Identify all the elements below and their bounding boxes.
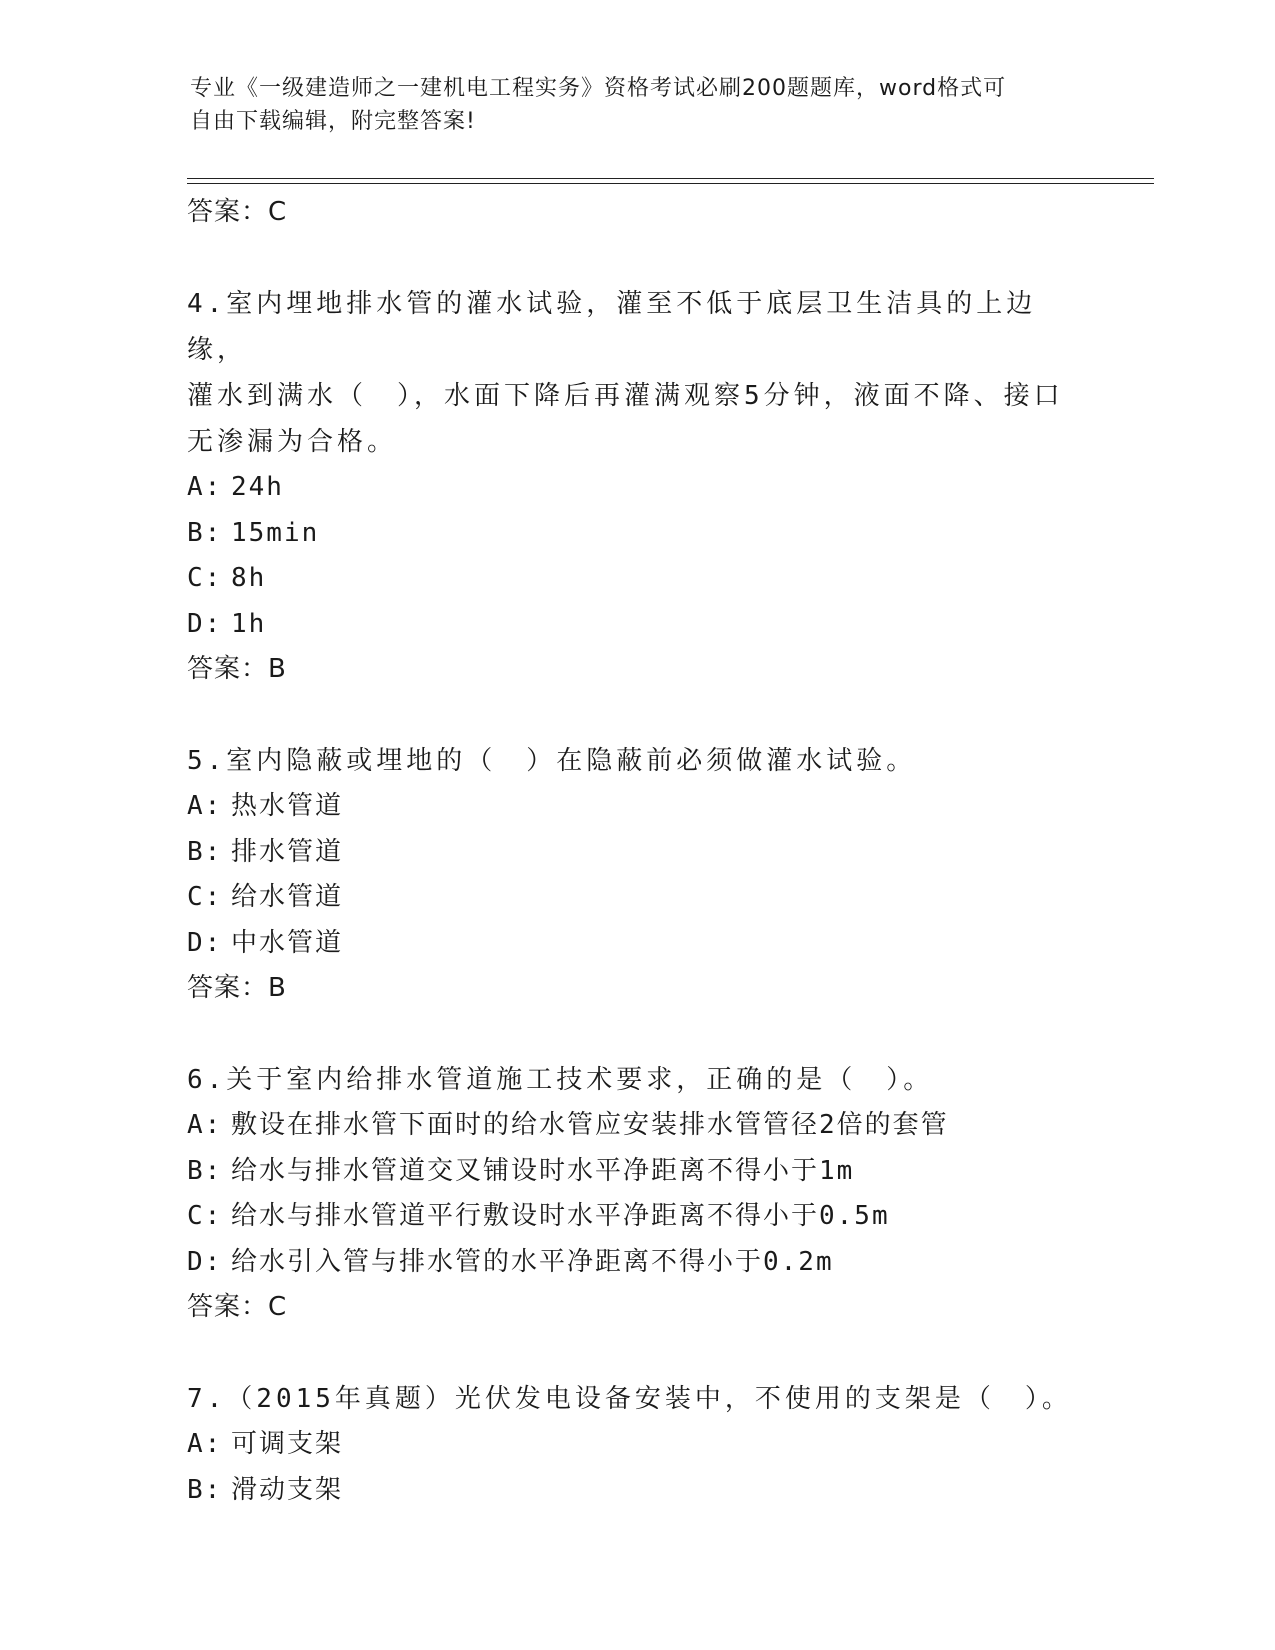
answer-line: 答案：B [187,654,287,684]
question-text: 5.室内隐蔽或埋地的（ ）在隐蔽前必须做灌水试验。 [187,746,917,776]
option-a: A: 敷设在排水管下面时的给水管应安装排水管管径2倍的套管 [187,1110,949,1140]
answer-line: 答案：C [187,1292,288,1322]
document-header [190,72,1090,138]
option-b: B: 滑动支架 [187,1474,344,1505]
option-c: C: 给水与排水管道平行敷设时水平净距离不得小于0.5m [187,1201,890,1231]
option-a: A: 24h [187,472,284,502]
question-item [187,738,1087,1011]
option-d: D: 给水引入管与排水管的水平净距离不得小于0.2m [187,1246,834,1277]
answer-line: 答案：C [187,197,288,227]
question-text: 4.室内埋地排水管的灌水试验，灌至不低于底层卫生洁具的上边缘， 灌水到满水（ ），水面下降后再灌满观察5分钟，液面不降、接口 无渗漏为合格。 [187,289,1064,457]
option-b: B: 给水与排水管道交叉铺设时水平净距离不得小于1m [187,1155,855,1186]
option-a: A: 可调支架 [187,1429,344,1459]
question-text: 7.（2015年真题）光伏发电设备安装中，不使用的支架是（ ）。 [187,1384,1072,1414]
header-rule-top [187,178,1154,179]
option-d: D: 1h [187,608,267,639]
question-item [187,1057,1087,1330]
option-b: B: 15min [187,517,320,548]
header-line-1: 专业《一级建造师之一建机电工程实务》资格考试必刷200题题库，word格式可 [190,76,1007,101]
question-item [187,1376,1087,1513]
header-rule-bottom [187,183,1154,184]
option-d: D: 中水管道 [187,927,344,958]
option-b: B: 排水管道 [187,836,344,867]
question-text: 6.关于室内给排水管道施工技术要求，正确的是（ ）。 [187,1065,934,1095]
answer-line: 答案：B [187,973,287,1003]
question-item [187,281,1087,692]
option-c: C: 给水管道 [187,882,344,912]
option-a: A: 热水管道 [187,791,344,821]
question-list [187,190,1087,1513]
header-line-2: 自由下载编辑，附完整答案! [190,109,476,134]
option-c: C: 8h [187,563,267,593]
